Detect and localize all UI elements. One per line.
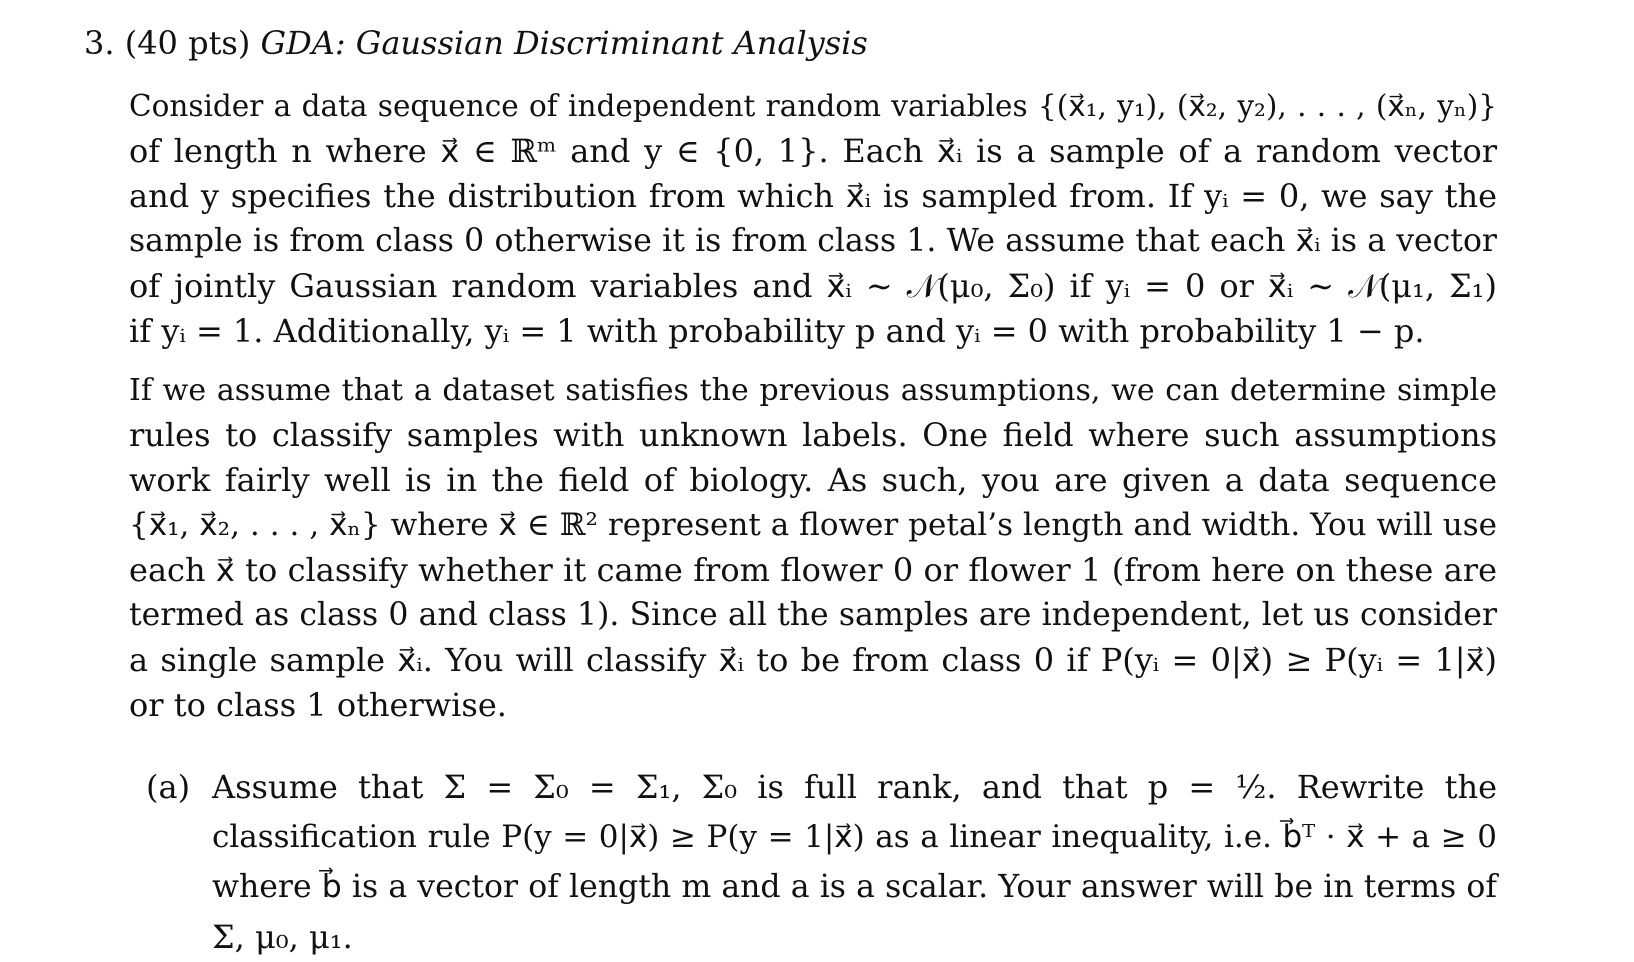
paragraph-line: each x⃗ to classify whether it came from flower 0 or flower 1 (from here on these are xyxy=(129,551,1497,589)
paragraph-line: rules to classify samples with unknown labels. One field where such assumptions xyxy=(129,416,1497,454)
problem-header xyxy=(84,22,868,64)
subpart-line: Σ, μ₀, μ₁. xyxy=(212,918,353,956)
subpart-line: where b⃗ is a vector of length m and a is a scalar. Your answer will be in terms of xyxy=(212,869,1497,905)
problem-number: 3. xyxy=(84,24,115,62)
subpart-line: classification rule P(y = 0|x⃗) ≥ P(y = 1|x⃗) as a linear inequality, i.e. b⃗ᵀ · x⃗ + a ≥ 0 xyxy=(212,819,1497,855)
paragraph-line: {x⃗₁, x⃗₂, . . . , x⃗ₙ} where x⃗ ∈ ℝ² represent a flower petal’s length and width. You will use xyxy=(129,507,1497,543)
paragraph-line: and y specifies the distribution from which x⃗ᵢ is sampled from. If yᵢ = 0, we say the xyxy=(129,177,1497,215)
paragraph-line: work fairly well is in the field of biology. As such, you are given a data sequence xyxy=(129,461,1497,499)
problem-title: GDA: Gaussian Discriminant Analysis xyxy=(260,24,868,62)
subpart-line: Assume that Σ = Σ₀ = Σ₁, Σ₀ is full rank, and that p = ½. Rewrite the xyxy=(212,768,1497,806)
paragraph-line: termed as class 0 and class 1). Since all the samples are independent, let us consider xyxy=(129,597,1497,633)
paragraph-line: a single sample x⃗ᵢ. You will classify x⃗ᵢ to be from class 0 if P(yᵢ = 0|x⃗) ≥ P(yᵢ = 1|x⃗) xyxy=(129,641,1497,679)
paragraph-line: of length n where x⃗ ∈ ℝᵐ and y ∈ {0, 1}. Each x⃗ᵢ is a sample of a random vector xyxy=(129,132,1497,170)
paragraph-line: of jointly Gaussian random variables and x⃗ᵢ ∼ 𝒩(μ₀, Σ₀) if yᵢ = 0 or x⃗ᵢ ∼ 𝒩(μ₁, Σ₁) xyxy=(129,267,1497,305)
paragraph-line: If we assume that a dataset satisfies the previous assumptions, we can determine simple xyxy=(129,373,1497,408)
paragraph-line: or to class 1 otherwise. xyxy=(129,686,507,724)
subpart-body xyxy=(212,762,1497,962)
paragraph-assumptions xyxy=(129,84,1497,354)
paragraph-line: sample is from class 0 otherwise it is from class 1. We assume that each x⃗ᵢ is a vector xyxy=(129,223,1497,259)
subpart-label: (a) xyxy=(146,768,191,806)
paragraph-line: Consider a data sequence of independent random variables {(x⃗₁, y₁), (x⃗₂, y₂), . . . , (x⃗ₙ, yₙ)} xyxy=(129,89,1497,123)
paragraph-line: if yᵢ = 1. Additionally, yᵢ = 1 with probability p and yᵢ = 0 with probability 1 − p. xyxy=(129,312,1425,350)
problem-points: (40 pts) xyxy=(124,24,251,62)
paragraph-classification xyxy=(129,368,1497,728)
